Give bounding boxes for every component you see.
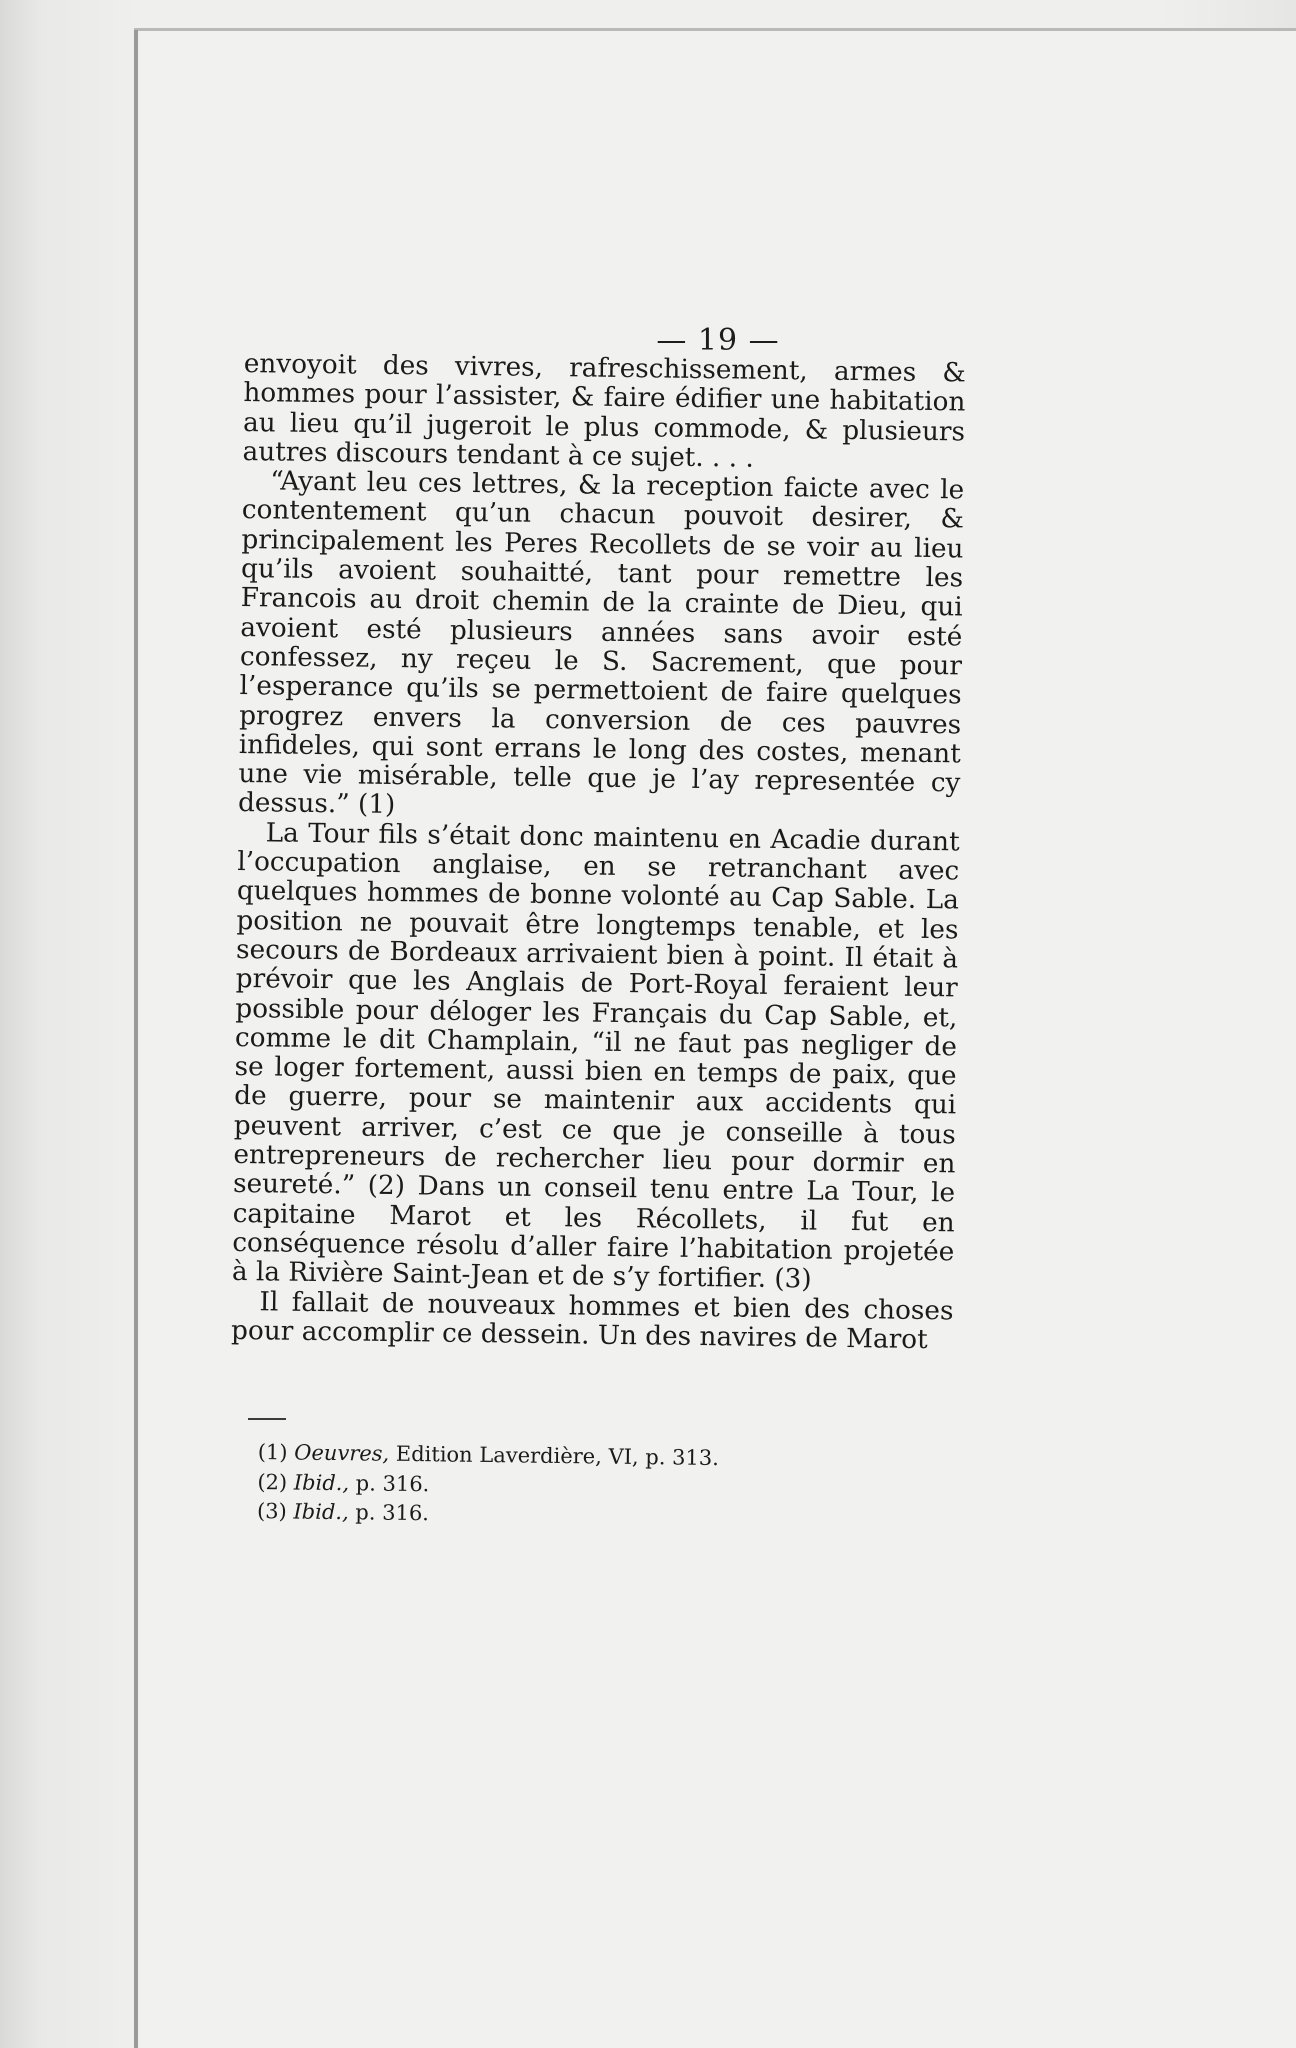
footnote-mark: (2) xyxy=(257,1469,288,1494)
paragraph-dessein: Il fallait de nouveaux hommes et bien des choses pour accomplir ce dessein. Un des navires de Marot xyxy=(230,1286,954,1355)
footnote-separator xyxy=(248,1418,286,1420)
footnote-text: p. 316. xyxy=(348,1470,430,1496)
footnote-source: Ibid., xyxy=(293,1469,350,1495)
footnote-source: Oeuvres, xyxy=(294,1440,390,1466)
footnote-text: p. 316. xyxy=(348,1500,430,1526)
page-binding-edge xyxy=(134,30,138,2048)
footnotes xyxy=(257,1438,778,1533)
paragraph-continuation: envoyoit des vivres, rafreschissement, armes & hommes pour l’assister, & faire édifier une habitation au lieu qu’il jugeroit le plus commode, & plusieurs autres discours tendant à ce sujet. . . . xyxy=(242,349,966,474)
paragraph-quotation: “Ayant leu ces lettres, & la reception faicte avec le contentement qu’un chacun pouvoit desirer, & principalement les Peres Recollets de se voir au lieu qu’ils avoient souhaitté, tant pour remettre les Francois au droit chemin de la crainte de Dieu, qui avoient esté plusieurs années sans avoir esté confessez, ny reçeu le S. Sacrement, que pour l’esperance qu’ils se permettoient de faire quelques progrez envers la conversion de ces pauvres infideles, qui sont errans le long des costes, menant une vie misérable, telle que je l’ay representée cy dessus.” (1) xyxy=(237,466,965,821)
footnote-mark: (1) xyxy=(257,1439,288,1465)
footnote-mark: (3) xyxy=(256,1498,287,1524)
body-text xyxy=(231,350,966,1355)
footnote-source: Ibid., xyxy=(293,1499,349,1525)
paragraph-la-tour: La Tour fils s’était donc maintenu en Acadie durant l’occupation anglaise, en se retranchant avec quelques hommes de bonne volonté au Cap Sable. La position ne pouvait être longtemps tenable, et les secours de Bordeaux arrivaient bien à point. Il était à prévoir que les Anglais de Port-Royal feraient leur possible pour déloger les Français du Cap Sable, et, comme le dit Champlain, “il ne faut pas negliger de se loger fortement, aussi bien en temps de paix, que de guerre, pour se maintenir aux accidents qui peuvent arriver, c’est ce que je conseille à tous entrepreneurs de rechercher lieu pour dormir en seureté.” (2) Dans un conseil tenu entre La Tour, le capitaine Marot et les Récollets, il fut en conséquence résolu d’aller faire l’habitation projetée à la Rivière Saint-Jean et de s’y fortifier. (3) xyxy=(231,818,960,1295)
page-number: — 19 — xyxy=(656,323,780,358)
footnote-text: Edition Laverdière, VI, p. 313. xyxy=(389,1441,720,1471)
